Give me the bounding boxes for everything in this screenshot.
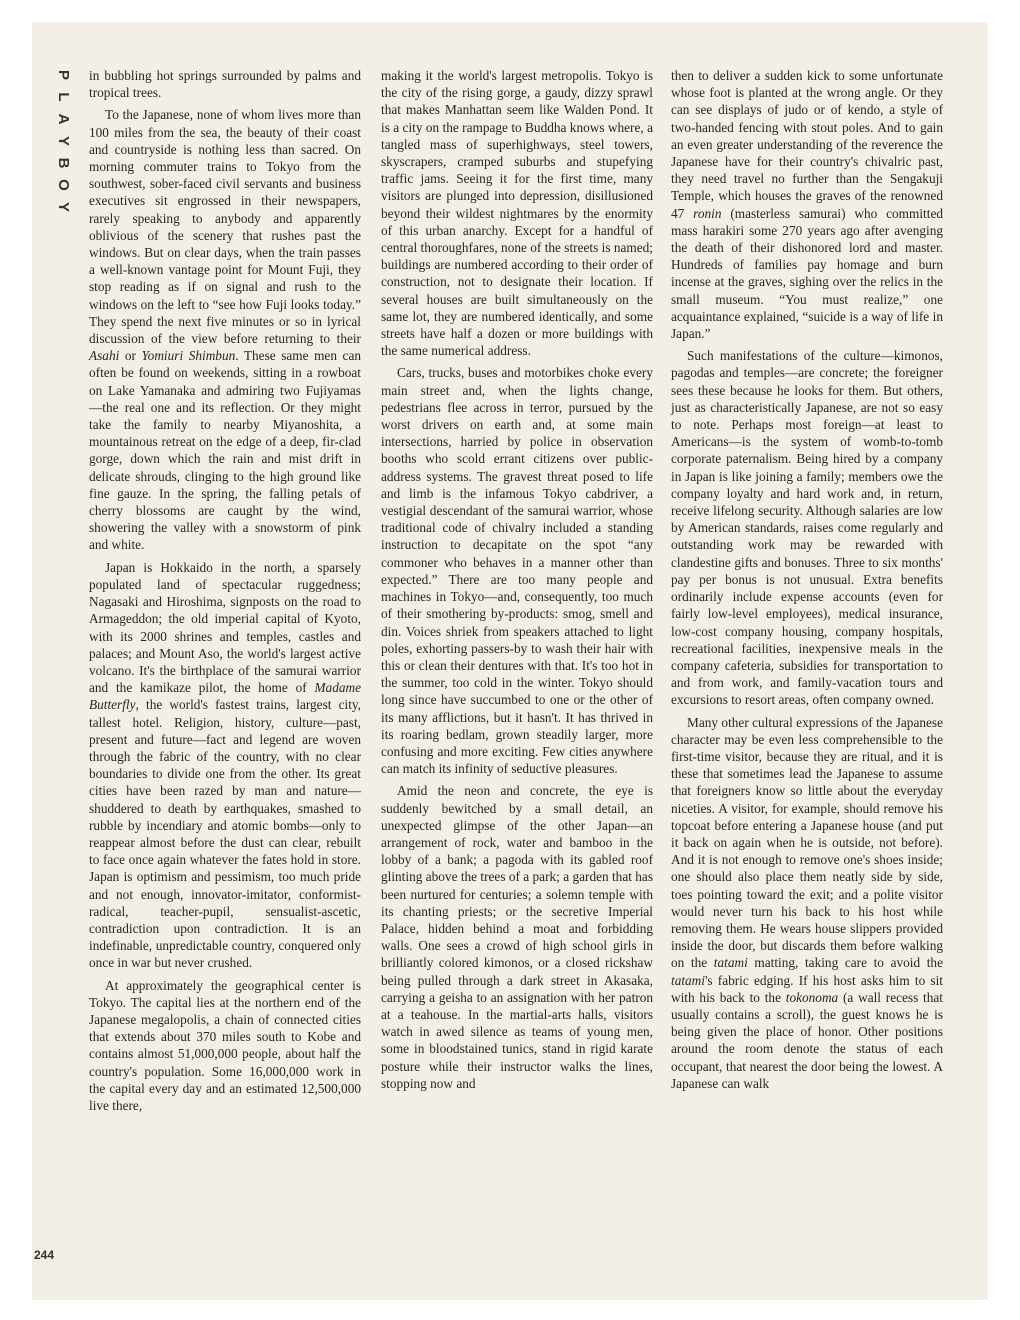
magazine-title-letter: Y	[55, 201, 72, 212]
magazine-title	[54, 64, 72, 218]
article-paragraph	[89, 559, 361, 972]
text-column-2	[381, 67, 653, 1097]
article-paragraph	[89, 67, 361, 101]
magazine-page	[32, 22, 988, 1300]
paragraph-text: Such manifestations of the culture—kimonos, pagodas and temples—are concrete; the foreigner sees these because he looks for them. But others, just as characteristically Japanese, are not so easy to note. Perhaps most foreign—at least to Americans—is the system of womb-to-tomb corporate paternalism. Being hired by a company in Japan is like joining a family; members owe the company loyalty and hard work and, in return, receive lifelong security. Although salaries are low by American standards, raises come regularly and outstanding work may be rewarded with clandestine gifts and bonuses. Three to six months' pay per bonus is not unusual. Extra benefits ordinarily include expense accounts (even for fairly low-level employees), medical insurance, low-cost company housing, company hospitals, recreational facilities, inexpensive meals in the company cafeteria, subsidies for transportation to and from work, and family-vacation tours and excursions to resort areas, often company owned.	[671, 348, 943, 708]
article-paragraph	[671, 714, 943, 1092]
paragraph-text: (a wall recess that usually contains a scroll), the guest knows he is being given the place of honor. Other positions around the room denote the status of each occupant, that nearest the door being the lowest. A Japanese can walk	[671, 989, 943, 1091]
italic-text: tokonoma	[785, 989, 839, 1005]
magazine-title-letter: L	[55, 92, 72, 102]
article-paragraph	[89, 106, 361, 553]
article-paragraph	[381, 782, 653, 1092]
paragraph-text: Cars, trucks, buses and motorbikes choke every main street and, when the lights change, pedestrians flee across in terror, pursued by the worst drivers on earth and, at some main intersections, harried by police in observation booths who scold errant citizens over public-address systems. The gravest threat posed to life and limb is the infamous Tokyo cabdriver, a vestigial descendant of the samurai warrior, whose traditional code of chivalry included a standing instruction to decapitate on the spot “any commoner who behaves in a manner other than expected.” There are too many people and machines in Tokyo—and, consequently, too much of their smothering by-products: smog, smell and din. Voices shriek from speakers attached to light poles, exhorting passers-by to wash their hair with this or clean their dentures with that. It's too hot in the summer, too cold in the winter. Tokyo should long since have succumbed to one or the other of its many afflictions, but it hasn't. It has thrived in its roaring bedlam, grown steadily larger, more confusing and more exciting. Few cities anywhere can match its infinity of seductive pleasures.	[381, 365, 653, 777]
italic-text: Madame Butterfly	[89, 680, 361, 713]
italic-text: Yomiuri Shimbun	[141, 348, 236, 364]
paragraph-text: making it the world's largest metropolis. Tokyo is the city of the rising gorge, a gaudy, dizzy sprawl that makes Manhattan seem like Walden Pond. It is a city on the rampage to Buddha knows where, a tangled mass of superhighways, steel towers, skyscrapers, cramped suburbs and stupefying traffic jams. Seeing it for the first time, many visitors are plunged into depression, disillusioned beyond their wildest nightmares by the enormity of this urban anarchy. Except for a handful of central thoroughfares, none of the streets is named; buildings are numbered according to their order of construction, not to designate their location. If several houses are built simultaneously on the same lot, they are numbered identically, and some streets have half a dozen or more buildings with the same numerical address.	[381, 68, 653, 359]
magazine-title-letter: B	[55, 157, 72, 169]
paragraph-text: then to deliver a sudden kick to some unfortunate whose foot is planted at the wrong angle. Or they can see displays of judo or of kendo, a style of two-handed fencing with stout poles. And to gain an even greater understanding of the reverence the Japanese have for their country's chivalric past, they need travel no further than the Sengakuji Temple, which houses the graves of the renowned 47	[671, 68, 943, 221]
paragraph-text: matting, taking care to avoid the	[747, 955, 943, 971]
text-column-3	[671, 67, 943, 1097]
paragraph-text: Many other cultural expressions of the Japanese character may be even less comprehensible to the first-time visitor, because they are ritual, and it is these that sometimes lead the Japanese to assume that foreigners know so little about the everyday niceties. A visitor, for example, should remove his topcoat before entering a Japanese house (and put it back on again when he is outside, not before). And it is not enough to remove one's shoes inside; one should also place them neatly side by side, toes pointing toward the exit; and a polite visitor would never turn his back to his host while removing them. He wears house slippers provided inside the door, but discards them before walking on the	[671, 714, 943, 971]
magazine-title-letter: O	[55, 179, 72, 191]
paragraph-text: or	[119, 348, 142, 364]
paragraph-text: in bubbling hot springs surrounded by palms and tropical trees.	[89, 68, 361, 101]
italic-text: Asahi	[89, 348, 120, 364]
text-column-1	[89, 67, 361, 1119]
italic-text: tatami	[713, 955, 748, 971]
magazine-title-letter: P	[55, 69, 72, 80]
article-paragraph	[671, 67, 943, 342]
article-paragraph	[381, 364, 653, 777]
paragraph-text: . These same men can often be found on weekends, sitting in a rowboat on Lake Yamanaka and admiring two Fujiyamas —the real one and its reflection. Or they might take the family to nearby Miyanoshita, a mountainous retreat on the edge of a deep, fir-clad gorge, down which the rain and mist drift in delicate shrouds, clinging to the high ground like fine gauze. In the spring, the falling petals of cherry blossoms are caught by the wind, showering the valley with a snowstorm of pink and white.	[89, 348, 361, 553]
paragraph-text: At approximately the geographical center is Tokyo. The capital lies at the northern end of the Japanese megalopolis, a chain of connected cities that extends about 370 miles south to Kobe and contains almost 51,000,000 people, about half the country's population. Some 16,000,000 work in the capital every day and an estimated 12,500,000 live there,	[89, 977, 361, 1113]
article-paragraph	[671, 347, 943, 708]
article-paragraph	[89, 977, 361, 1115]
paragraph-text: Japan is Hokkaido in the north, a sparsely populated land of spectacular ruggedness; Nagasaki and Hiroshima, signposts on the road to Armageddon; the old imperial capital of Kyoto, with its 2000 shrines and temples, castles and palaces; and Mount Aso, the world's largest active volcano. It's the birthplace of the samurai warrior and the kamikaze pilot, the home of	[89, 559, 361, 696]
paragraph-text: (masterless samurai) who committed mass harakiri some 270 years ago after avenging the death of their dishonored lord and master. Hundreds of families pay homage and burn incense at the graves, sighing over the relics in the small museum. “You must realize,” one acquaintance explained, “suicide is a way of life in Japan.”	[671, 205, 943, 342]
italic-text: ronin	[693, 205, 722, 221]
page-number: 244	[34, 1248, 55, 1262]
magazine-title-letter: A	[55, 113, 72, 125]
paragraph-text: Amid the neon and concrete, the eye is suddenly bewitched by a small detail, an unexpected glimpse of the other Japan—an arrangement of rock, water and bamboo in the lobby of a bank; a pagoda with its gabled roof glinting above the trees of a park; a garden that has been nurtured for centuries; a solemn temple with its chanting priests; or the secretive Imperial Palace, hidden behind a moat and forbidding walls. One sees a crowd of high school girls in brilliantly colored kimonos, or a closed rickshaw being pulled through a dark street in Akasaka, carrying a geisha to an assignation with her patron at a teahouse. In the martial-arts halls, visitors watch in awed silence as teams of young men, some in bloodstained tunics, stand in rigid karate posture while their instructor walks the lines, stopping now and	[381, 783, 653, 1091]
paragraph-text: 's fabric edging. If his host asks him to sit with his back to the	[671, 972, 943, 1005]
article-paragraph	[381, 67, 653, 359]
paragraph-text: , the world's fastest trains, largest city, tallest hotel. Religion, history, culture—past, present and future—fact and legend are woven through the fabric of the country, with no clear boundaries to divide one from the other. Its great cities have been razed by man and nature—shuddered to death by earthquakes, smashed to rubble by incendiary and atomic bombs—only to reappear almost before the dust can clear, rebuilt to face once again whatever the fates hold in store. Japan is optimism and pessimism, too much pride and not enough, innovator-imitator, conformist-radical, teacher-pupil, sensualist-ascetic, contradiction upon contradiction. It is an indefinable, unpredictable country, conquered only once in war but never crushed.	[89, 697, 361, 971]
paragraph-text: To the Japanese, none of whom lives more than 100 miles from the sea, the beauty of their coast and countryside is nothing less than sacred. On morning commuter trains to Tokyo from the southwest, sober-faced civil servants and business executives sit engrossed in their newspapers, rarely speaking to anybody and apparently oblivious of the scenery that rushes past the windows. But on clear days, when the train passes a well-known vantage point for Mount Fuji, they stop reading as if on signal and rush to the windows on the left to “see how Fuji looks today.” They spend the next five minutes or so in lyrical discussion of the view before returning to their	[89, 107, 361, 347]
magazine-title-letter: Y	[55, 135, 72, 146]
italic-text: tatami	[671, 972, 705, 988]
